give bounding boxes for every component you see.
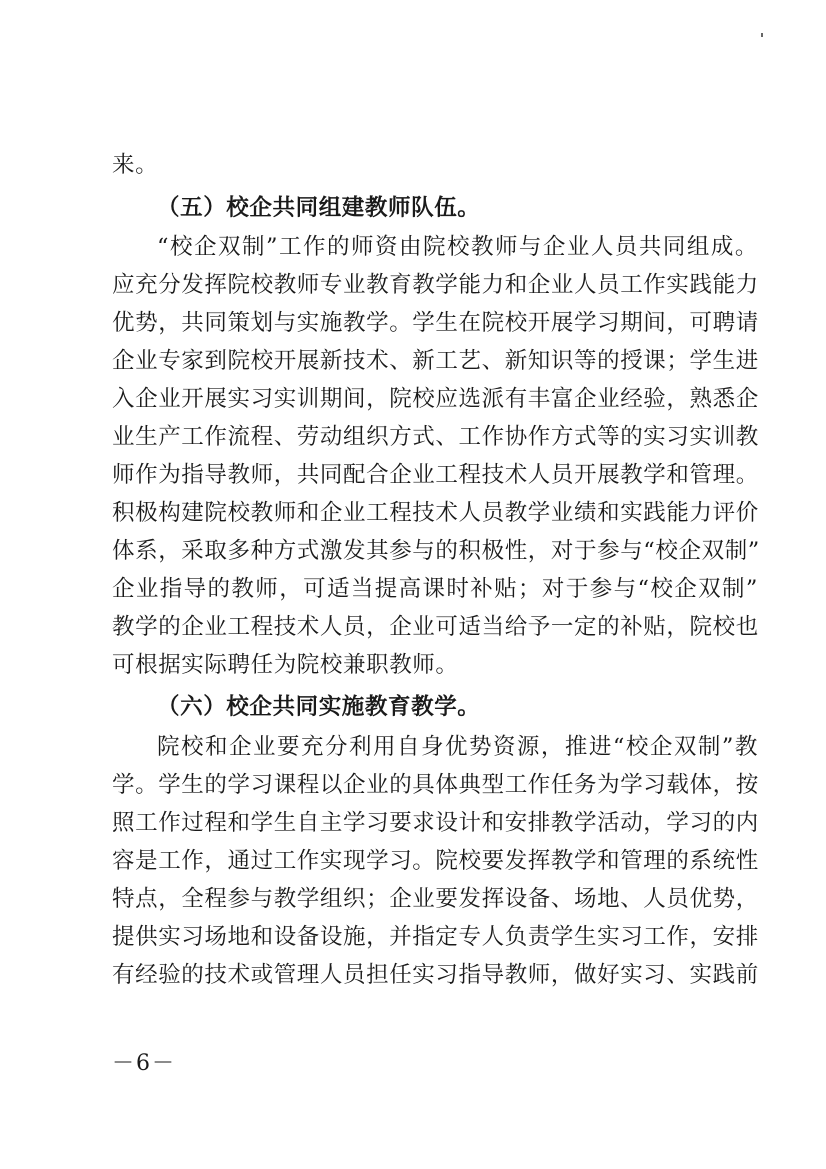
- paragraph-line: 业生产工作流程、劳动组织方式、工作协作方式等的实习实训教: [112, 424, 759, 450]
- paragraph-line: “校企双制”工作的师资由院校教师与企业人员共同组成。: [157, 234, 758, 260]
- paragraph-line: 提供实习场地和设备设施，并指定专人负责学生实习工作，安排: [112, 924, 759, 950]
- text-line-continuation: 来。: [112, 152, 159, 178]
- page-number: －6－: [112, 1051, 176, 1076]
- paragraph-line: 积极构建院校教师和企业工程技术人员教学业绩和实践能力评价: [112, 500, 759, 526]
- section-heading-6: （六）校企共同实施教育教学。: [157, 694, 481, 720]
- paragraph-line: 照工作过程和学生自主学习要求设计和安排教学活动，学习的内: [112, 810, 759, 836]
- paragraph-line: 入企业开展实习实训期间，院校应选派有丰富企业经验，熟悉企: [112, 386, 759, 412]
- paragraph-line: 企业专家到院校开展新技术、新工艺、新知识等的授课；学生进: [112, 348, 759, 374]
- scan-speck: [761, 33, 763, 37]
- paragraph-line: 特点，全程参与教学组织；企业要发挥设备、场地、人员优势，: [112, 886, 759, 912]
- paragraph-line: 教学的企业工程技术人员，企业可适当给予一定的补贴，院校也: [112, 614, 759, 640]
- section-heading-5: （五）校企共同组建教师队伍。: [157, 195, 481, 221]
- paragraph-line: 学。学生的学习课程以企业的具体典型工作任务为学习载体，按: [112, 772, 759, 798]
- paragraph-line: 企业指导的教师，可适当提高课时补贴；对于参与“校企双制”: [112, 576, 758, 602]
- paragraph-line: 有经验的技术或管理人员担任实习指导教师，做好实习、实践前: [112, 962, 759, 988]
- paragraph-line: 体系，采取多种方式激发其参与的积极性，对于参与“校企双制”: [112, 538, 760, 564]
- paragraph-line: 师作为指导教师，共同配合企业工程技术人员开展教学和管理。: [112, 462, 759, 488]
- paragraph-line: 可根据实际聘任为院校兼职教师。: [112, 652, 459, 678]
- paragraph-line: 应充分发挥院校教师专业教育教学能力和企业人员工作实践能力: [112, 272, 759, 298]
- paragraph-line: 优势，共同策划与实施教学。学生在院校开展学习期间，可聘请: [112, 310, 759, 336]
- paragraph-line: 容是工作，通过工作实现学习。院校要发挥教学和管理的系统性: [112, 848, 759, 874]
- paragraph-line: 院校和企业要充分利用自身优势资源，推进“校企双制”教: [157, 734, 758, 760]
